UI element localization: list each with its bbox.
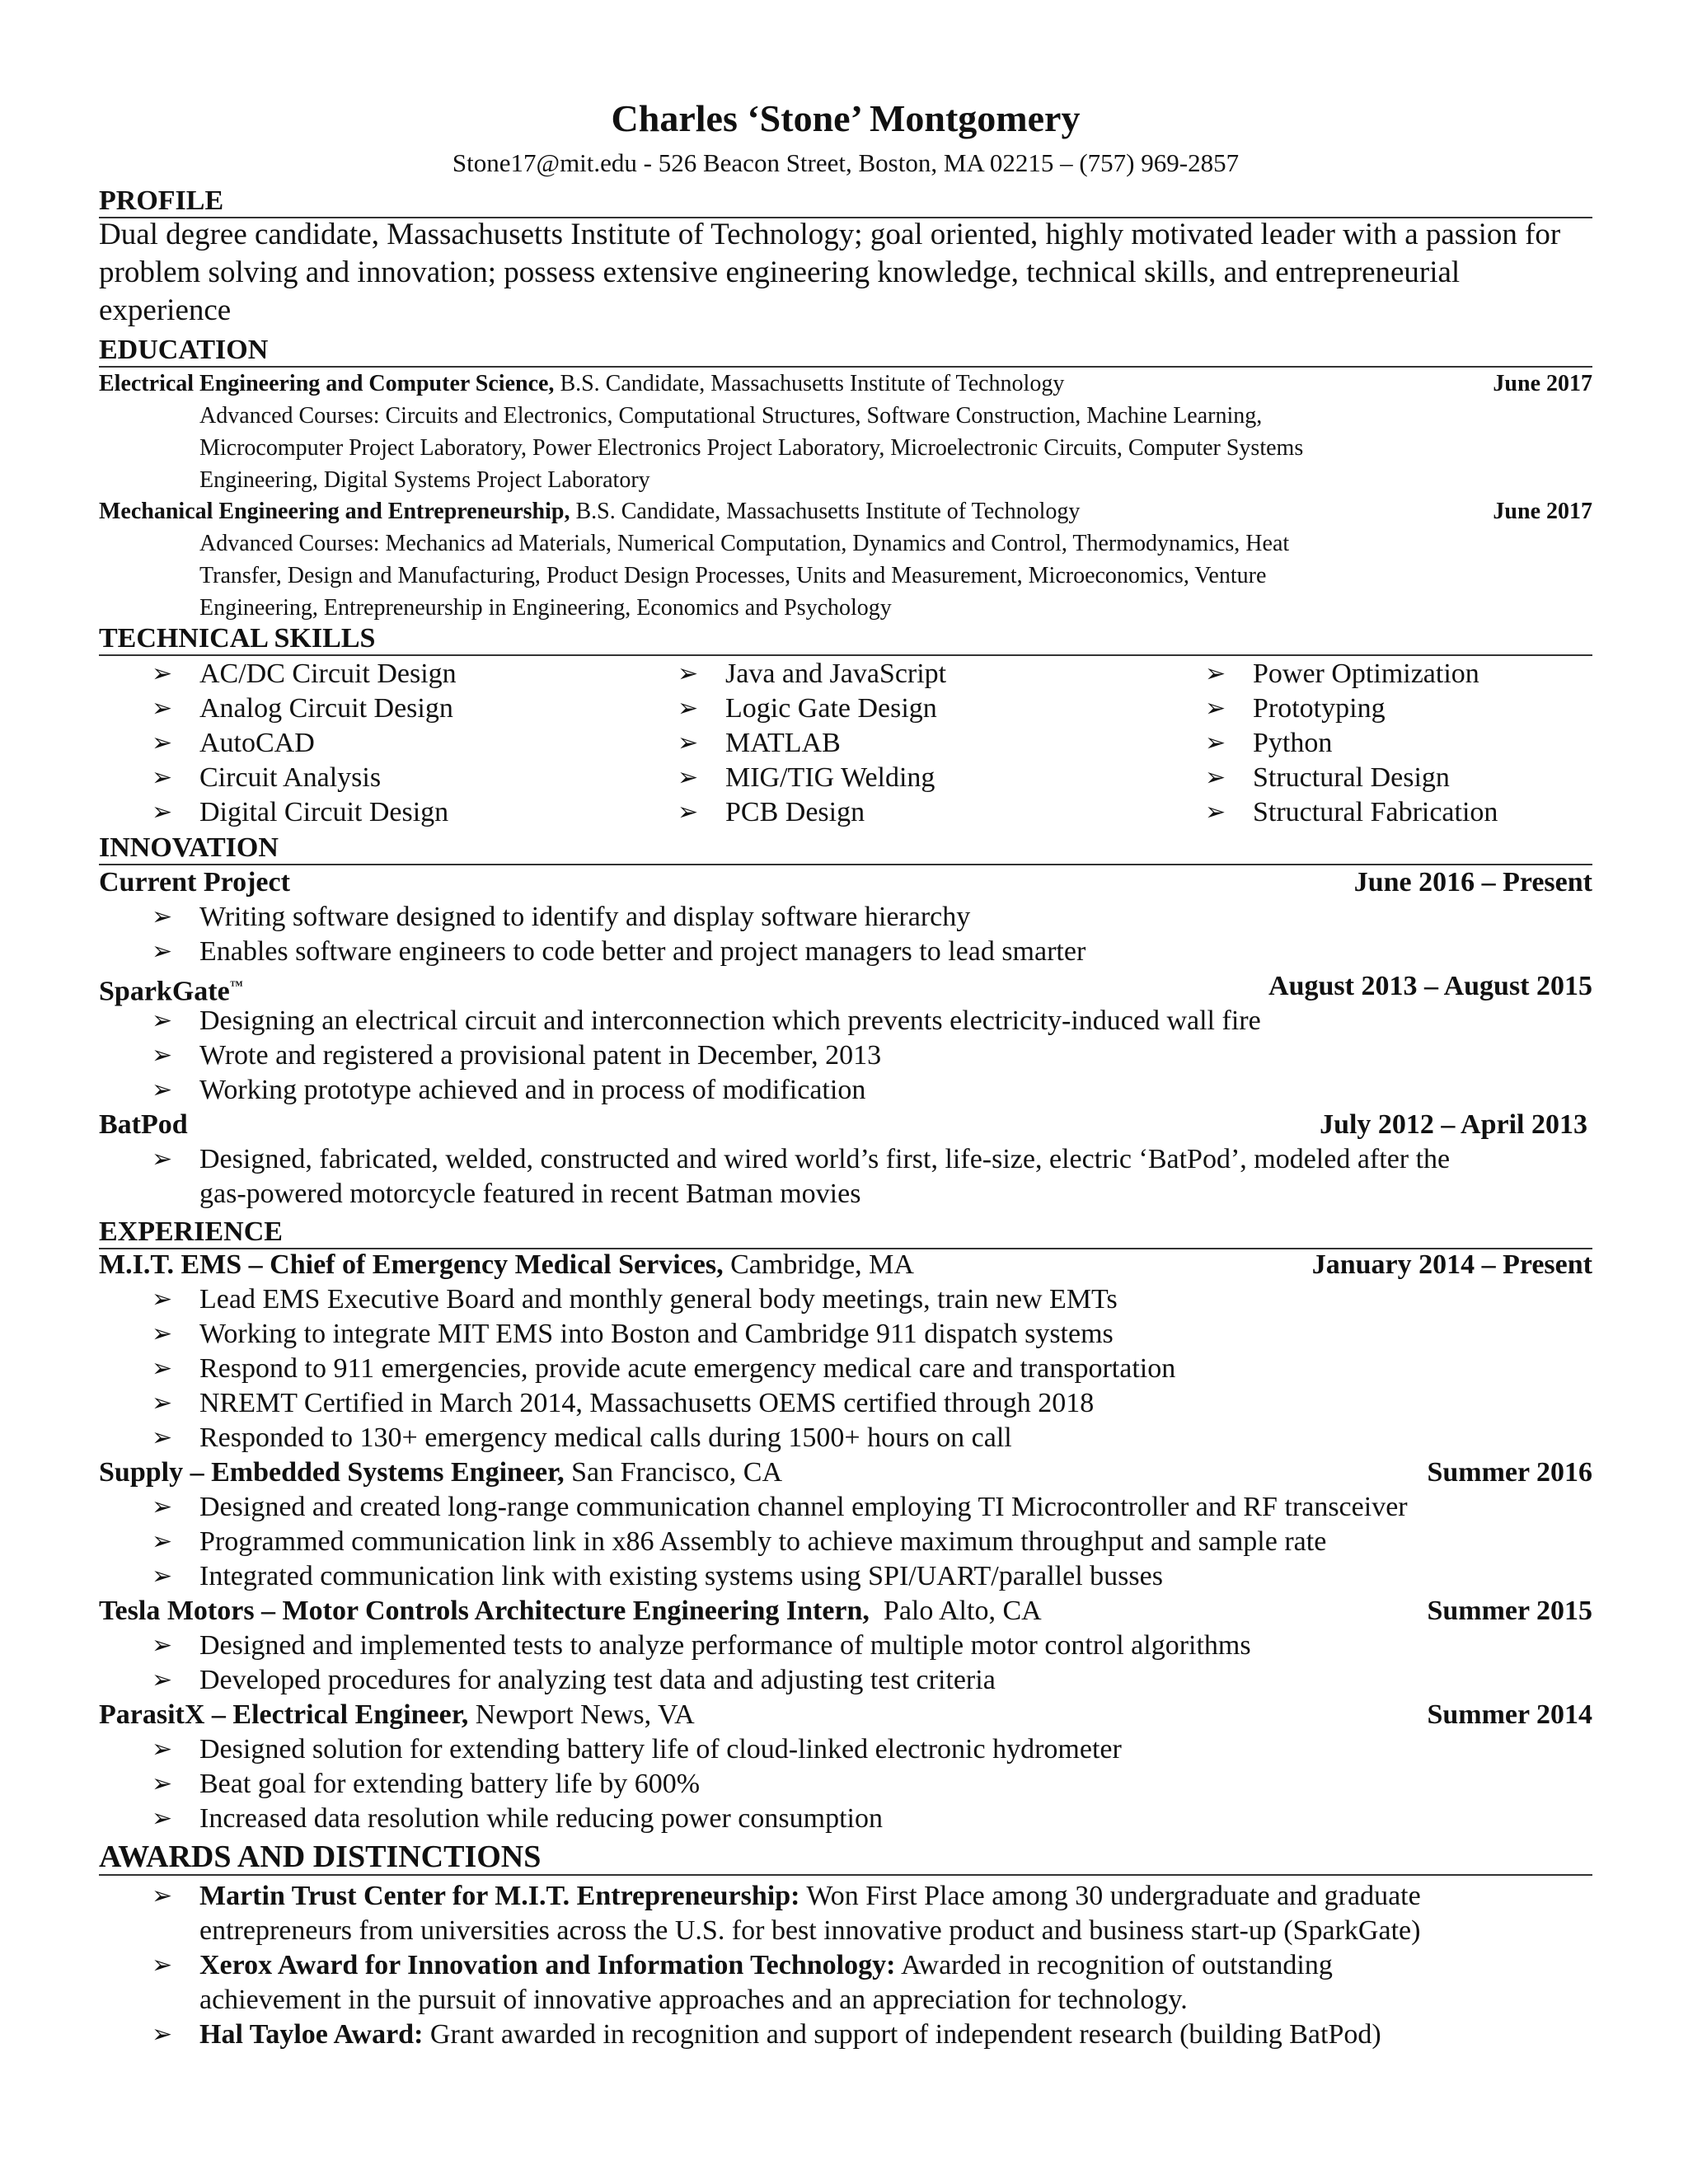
bullet-arrow-icon: ➢ [1205,764,1226,791]
project-header [99,1108,1592,1142]
award-item: ➢ Xerox Award for Innovation and Information Technology: Awarded in recognition of outstanding [199,1948,1592,1983]
bullet-arrow-icon: ➢ [152,1007,173,1034]
bullet-item: ➢ Lead EMS Executive Board and monthly general body meetings, train new EMTs [199,1282,1592,1317]
skill-item: ➢ PCB Design [725,795,865,830]
education-entry [99,368,1592,400]
bullet-item: ➢ Designed and implemented tests to analyze performance of multiple motor control algorithms [199,1629,1592,1663]
project-title: Current Project [99,867,290,898]
bullet-arrow-icon: ➢ [152,1882,173,1910]
bullet-item: ➢ Respond to 911 emergencies, provide acute emergency medical care and transportation [199,1352,1592,1386]
bullet-arrow-icon: ➢ [152,1770,173,1797]
bullet-arrow-icon: ➢ [152,2021,173,2048]
project-date: August 2013 – August 2015 [1268,971,1592,1001]
skill-item: ➢ MATLAB [725,726,841,761]
skill-item: ➢ MIG/TIG Welding [725,761,935,795]
trademark-mark: ™ [229,979,243,993]
skill-item: ➢ AutoCAD [199,726,315,761]
degree-title: Mechanical Engineering and Entrepreneurship, [99,499,570,524]
skill-item: ➢ Logic Gate Design [725,691,937,726]
bullet-arrow-icon: ➢ [152,1632,173,1659]
job-header [99,1594,1592,1629]
bullet-arrow-icon: ➢ [152,1076,173,1104]
bullet-continuation: gas-powered motorcycle featured in recent Batman movies [199,1179,861,1209]
skill-item: ➢ Digital Circuit Design [199,795,448,830]
bullet-arrow-icon: ➢ [678,660,699,687]
award-item: ➢ Martin Trust Center for M.I.T. Entrepreneurship: Won First Place among 30 undergraduate and graduate [199,1879,1592,1914]
bullet-arrow-icon: ➢ [152,1355,173,1382]
award-title: Martin Trust Center for M.I.T. Entrepreneurship: [199,1881,800,1911]
bullet-arrow-icon: ➢ [1205,660,1226,687]
section-heading-profile: PROFILE [99,187,1592,218]
bullet-arrow-icon: ➢ [152,1146,173,1173]
bullet-item: ➢ Designed and created long-range communication channel employing TI Microcontroller and RF transceiver [199,1490,1592,1525]
bullet-arrow-icon: ➢ [152,799,173,826]
bullet-arrow-icon: ➢ [152,660,173,687]
bullet-arrow-icon: ➢ [152,1286,173,1313]
bullet-arrow-icon: ➢ [678,695,699,722]
job-date: Summer 2016 [1427,1457,1592,1488]
bullet-arrow-icon: ➢ [152,1042,173,1069]
skill-item: ➢ Circuit Analysis [199,761,381,795]
bullet-item: ➢ Designed, fabricated, welded, constructed and wired world’s first, life-size, electric ‘BatPod’, modeled after the [199,1142,1592,1177]
section-heading-experience: EXPERIENCE [99,1218,1592,1249]
job-header [99,1698,1592,1732]
bullet-item: ➢ Programmed communication link in x86 Assembly to achieve maximum throughput and sample rate [199,1525,1592,1559]
skill-item: ➢ Python [1253,726,1332,761]
skill-item: ➢ Structural Fabrication [1253,795,1498,830]
bullet-item: ➢ Wrote and registered a provisional patent in December, 2013 [199,1038,1592,1073]
bullet-arrow-icon: ➢ [152,729,173,757]
bullet-arrow-icon: ➢ [1205,729,1226,757]
course-line: Advanced Courses: Mechanics ad Materials, Numerical Computation, Dynamics and Control, Thermodynamics, Heat [199,531,1290,556]
bullet-arrow-icon: ➢ [678,799,699,826]
job-date: Summer 2014 [1427,1699,1592,1730]
profile-text: Dual degree candidate, Massachusetts Institute of Technology; goal oriented, highly motivated leader with a passion for problem solving and innovation; possess extensive engineering knowledge, technical skills, and entrepreneurial experience [99,218,1561,327]
job-header [99,1455,1592,1490]
bullet-item: ➢ Writing software designed to identify and display software hierarchy [199,900,1592,935]
bullet-arrow-icon: ➢ [152,1424,173,1451]
bullet-arrow-icon: ➢ [152,1320,173,1347]
degree-date: June 2017 [1493,371,1592,396]
project-header [99,865,1592,900]
award-continuation: entrepreneurs from universities across the U.S. for best innovative product and business start-up (SparkGate) [199,1915,1421,1946]
skill-item: ➢ Java and JavaScript [725,657,946,691]
bullet-item: ➢ Increased data resolution while reducing power consumption [199,1802,1592,1836]
bullet-item: ➢ Designing an electrical circuit and interconnection which prevents electricity-induced wall fire [199,1004,1592,1038]
contact-line: Stone17@mit.edu - 526 Beacon Street, Boston, MA 02215 – (757) 969-2857 [452,148,1240,177]
job-location: San Francisco, CA [564,1457,783,1488]
bullet-item: ➢ NREMT Certified in March 2014, Massachusetts OEMS certified through 2018 [199,1386,1592,1421]
skill-item: ➢ Prototyping [1253,691,1386,726]
job-title: ParasitX – Electrical Engineer, [99,1699,469,1730]
skill-item: ➢ Analog Circuit Design [199,691,453,726]
section-heading-innovation: INNOVATION [99,834,1592,865]
bullet-item: ➢ Developed procedures for analyzing test data and adjusting test criteria [199,1663,1592,1698]
bullet-item: ➢ Working prototype achieved and in process of modification [199,1073,1592,1108]
bullet-arrow-icon: ➢ [152,1528,173,1555]
bullet-arrow-icon: ➢ [1205,695,1226,722]
bullet-arrow-icon: ➢ [152,1805,173,1832]
award-title: Hal Tayloe Award: [199,2019,424,2050]
bullet-arrow-icon: ➢ [152,1952,173,1979]
job-title: Supply – Embedded Systems Engineer, [99,1457,565,1488]
course-line: Transfer, Design and Manufacturing, Product Design Processes, Units and Measurement, Microeconomics, Venture [199,563,1267,588]
bullet-arrow-icon: ➢ [152,1390,173,1417]
bullet-item: ➢ Designed solution for extending battery life of cloud-linked electronic hydrometer [199,1732,1592,1767]
bullet-arrow-icon: ➢ [152,938,173,965]
course-line: Microcomputer Project Laboratory, Power Electronics Project Laboratory, Microelectronic Circuits, Computer Systems [199,435,1304,461]
degree-detail: B.S. Candidate, Massachusetts Institute of Technology [570,499,1081,524]
education-entry [99,496,1592,527]
job-title: M.I.T. EMS – Chief of Emergency Medical Services, [99,1249,724,1280]
section-heading-skills: TECHNICAL SKILLS [99,625,1592,656]
bullet-arrow-icon: ➢ [152,1736,173,1763]
award-continuation: achievement in the pursuit of innovative approaches and an appreciation for technology. [199,1985,1188,2015]
job-location: Cambridge, MA [723,1249,914,1280]
job-date: Summer 2015 [1427,1596,1592,1626]
project-date: July 2012 – April 2013 [1320,1109,1587,1140]
course-line: Advanced Courses: Circuits and Electronics, Computational Structures, Software Construction, Machine Learning, [199,403,1263,429]
job-title: Tesla Motors – Motor Controls Architecture Engineering Intern, [99,1596,870,1626]
award-title: Xerox Award for Innovation and Information Technology: [199,1950,896,1980]
skill-item: ➢ Power Optimization [1253,657,1479,691]
job-location: Newport News, VA [468,1699,695,1730]
project-title: BatPod [99,1109,188,1140]
section-heading-awards: AWARDS AND DISTINCTIONS [99,1841,1592,1876]
skill-item: ➢ AC/DC Circuit Design [199,657,457,691]
project-date: June 2016 – Present [1353,867,1592,898]
degree-date: June 2017 [1493,499,1592,524]
bullet-arrow-icon: ➢ [1205,799,1226,826]
bullet-arrow-icon: ➢ [152,764,173,791]
bullet-item: ➢ Enables software engineers to code better and project managers to lead smarter [199,935,1592,969]
job-header [99,1248,1592,1282]
candidate-name: Charles ‘Stone’ Montgomery [611,97,1081,139]
bullet-item: ➢ Responded to 130+ emergency medical calls during 1500+ hours on call [199,1421,1592,1455]
section-heading-education: EDUCATION [99,336,1592,368]
bullet-arrow-icon: ➢ [152,1563,173,1590]
course-line: Engineering, Digital Systems Project Laboratory [199,467,650,493]
bullet-arrow-icon: ➢ [152,695,173,722]
bullet-arrow-icon: ➢ [152,1493,173,1521]
course-line: Engineering, Entrepreneurship in Engineering, Economics and Psychology [199,595,892,621]
degree-detail: B.S. Candidate, Massachusetts Institute of Technology [554,371,1065,396]
bullet-arrow-icon: ➢ [678,764,699,791]
bullet-arrow-icon: ➢ [152,1666,173,1694]
bullet-arrow-icon: ➢ [152,903,173,930]
bullet-item: ➢ Working to integrate MIT EMS into Boston and Cambridge 911 dispatch systems [199,1317,1592,1352]
bullet-item: ➢ Beat goal for extending battery life by 600% [199,1767,1592,1802]
degree-title: Electrical Engineering and Computer Science, [99,371,555,396]
project-title: SparkGate [99,976,230,1007]
bullet-item: ➢ Integrated communication link with existing systems using SPI/UART/parallel busses [199,1559,1592,1594]
job-location: Palo Alto, CA [869,1596,1042,1626]
job-date: January 2014 – Present [1311,1249,1592,1280]
award-item: ➢ Hal Tayloe Award: Grant awarded in recognition and support of independent research (building BatPod) [199,2018,1592,2052]
skill-item: ➢ Structural Design [1253,761,1450,795]
bullet-arrow-icon: ➢ [678,729,699,757]
